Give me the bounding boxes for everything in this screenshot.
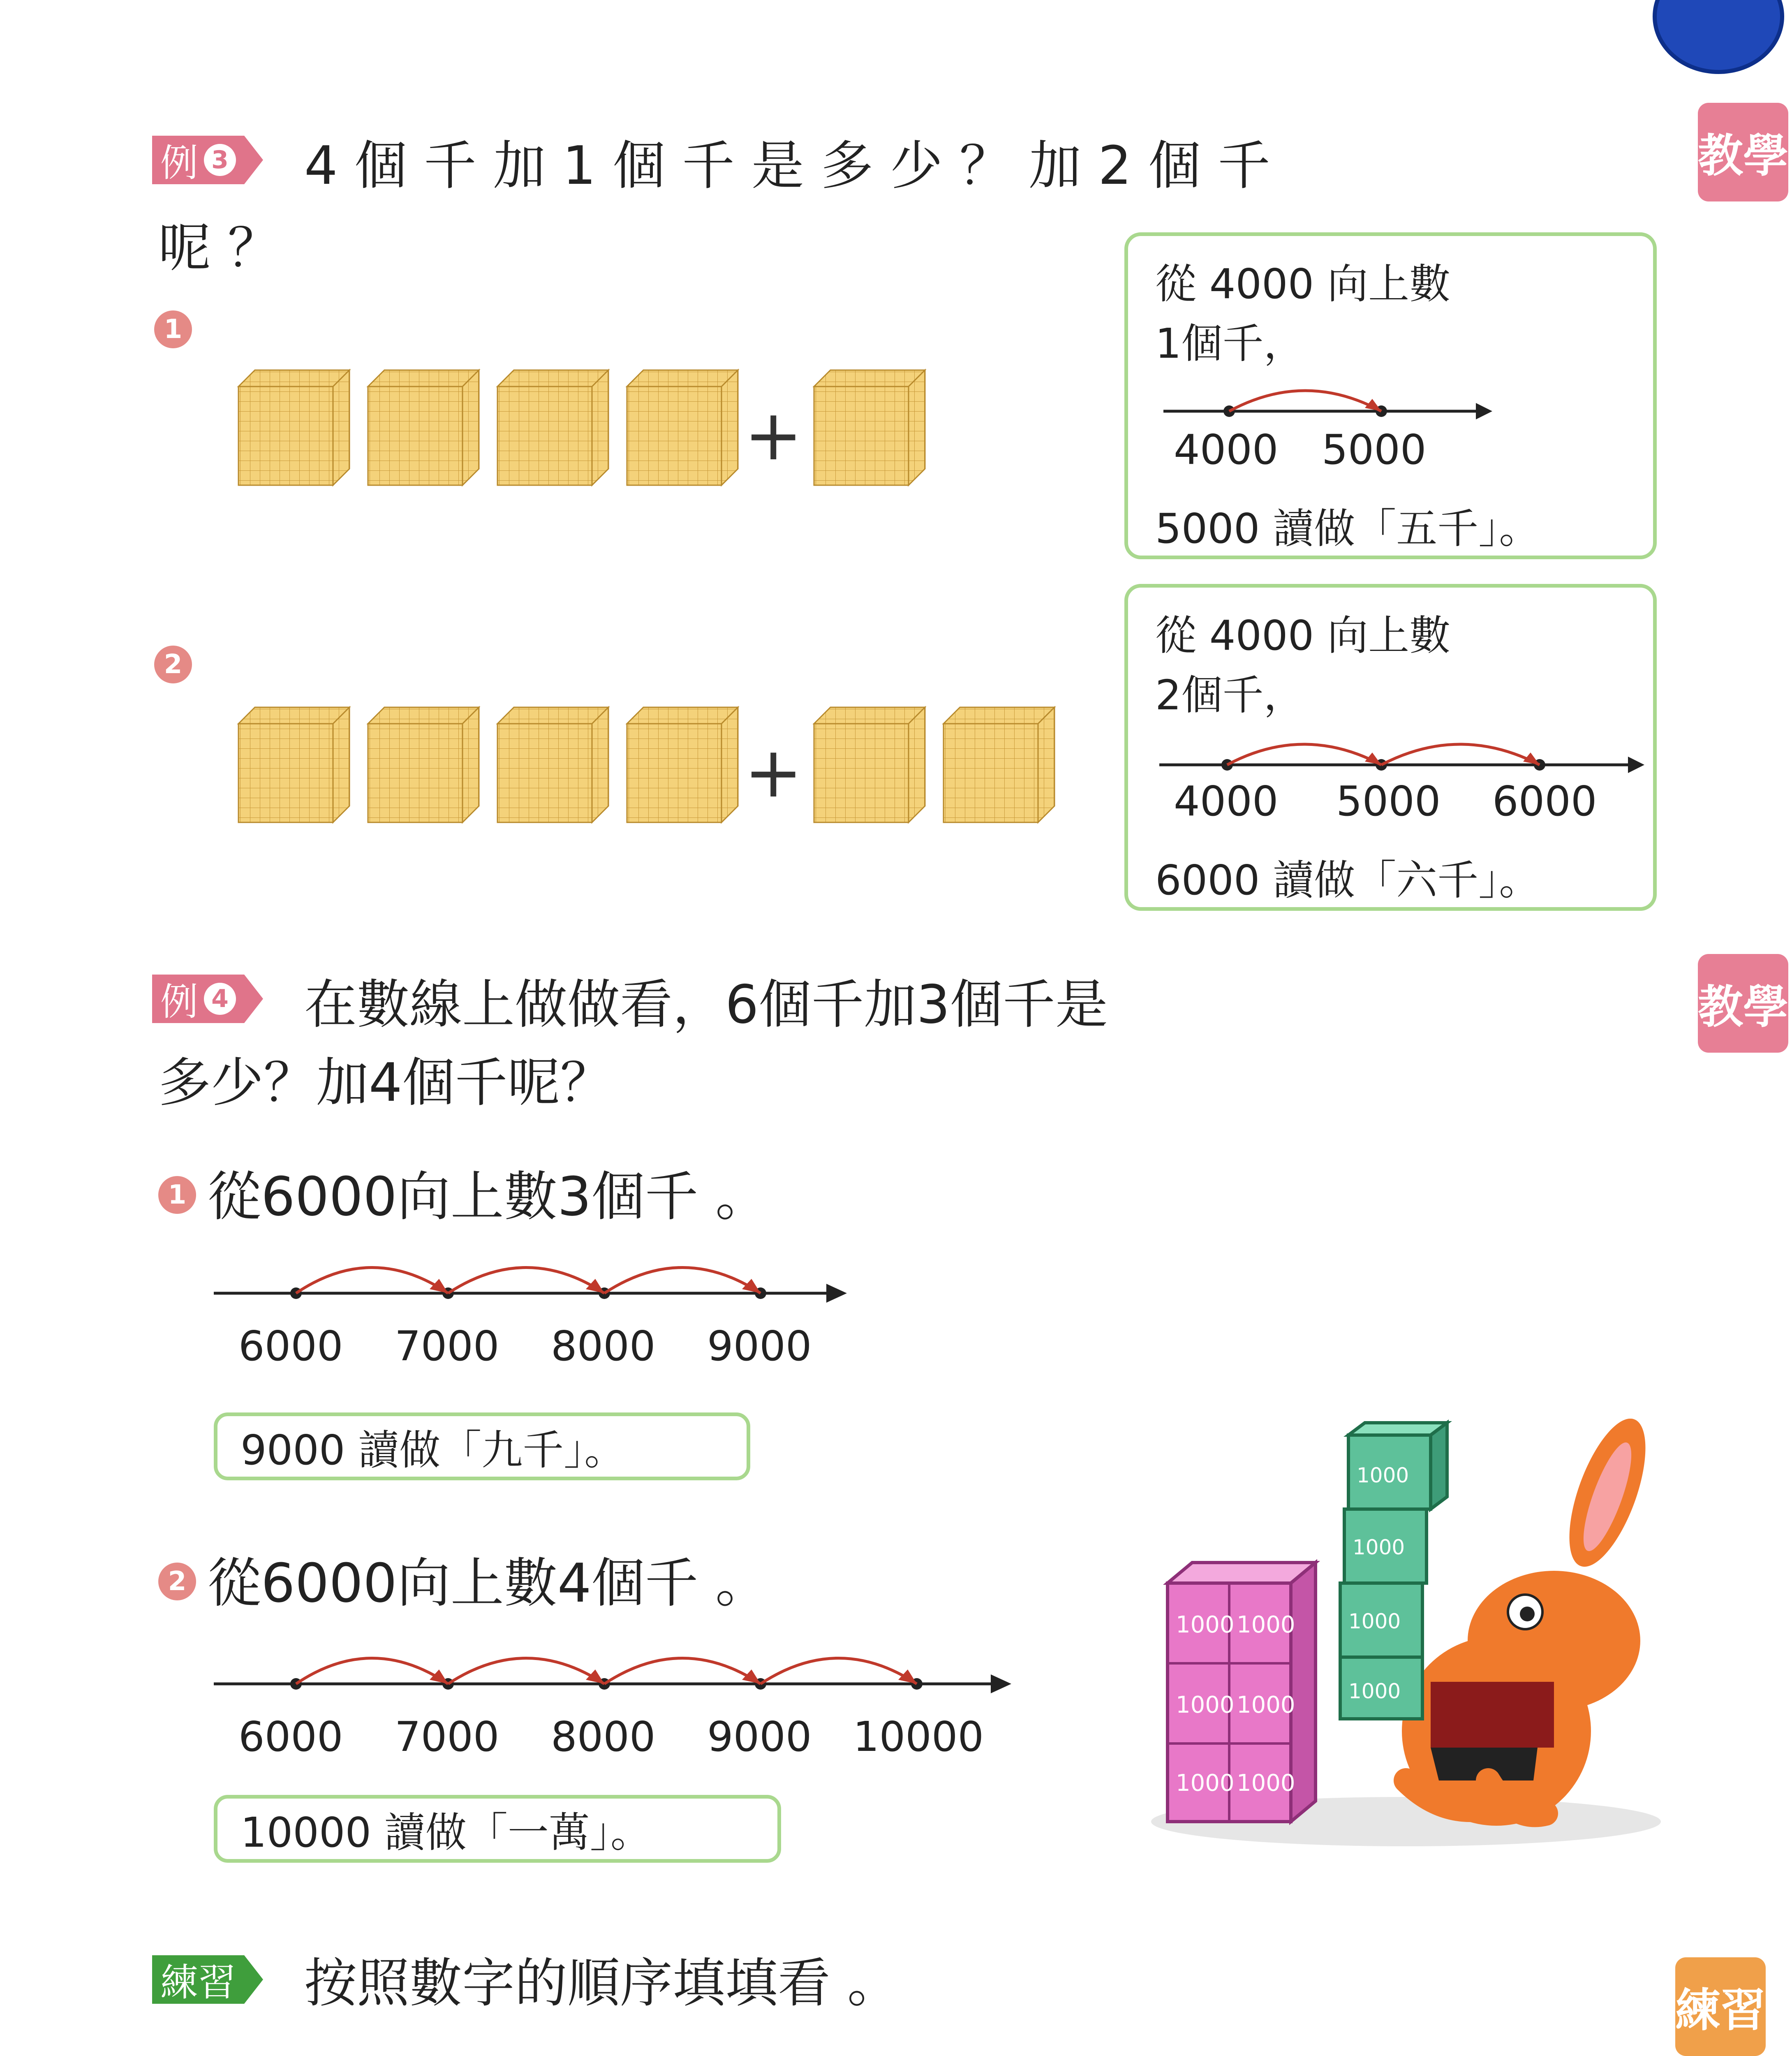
box2-label-5000: 5000 — [1336, 777, 1441, 825]
side-tab-teach-2[interactable]: 教學 — [1698, 954, 1788, 1053]
cube-label: 1000 — [1176, 1692, 1235, 1718]
p1-label-8000: 8000 — [551, 1322, 656, 1370]
box2-label-4000: 4000 — [1174, 777, 1279, 825]
cube-label: 1000 — [1176, 1770, 1235, 1797]
cube-5 — [814, 370, 925, 485]
cube-label: 1000 — [1357, 1463, 1409, 1487]
help-icon[interactable] — [1653, 0, 1784, 74]
example-3-marker-1: 1 — [154, 310, 192, 348]
box1-label-4000: 4000 — [1174, 426, 1279, 474]
example-4-note-1: 9000 讀做「九千」。 — [214, 1412, 750, 1480]
info-box-1-line1: 從 4000 向上數 — [1155, 260, 1451, 308]
example-4-part1-text: 從6000向上數3個千 。 — [208, 1165, 769, 1228]
cube-label: 1000 — [1237, 1611, 1295, 1638]
cube-label: 1000 — [1237, 1692, 1295, 1718]
example-3-question-line1: 4 個 千 加 1 個 千 是 多 少 ？ 加 2 個 千 — [304, 135, 1270, 197]
side-tab-practice[interactable]: 練習 — [1675, 1957, 1766, 2056]
cube-label: 1000 — [1348, 1679, 1401, 1703]
p2-label-7000: 7000 — [395, 1713, 499, 1761]
p1-label-9000: 9000 — [707, 1322, 812, 1370]
rabbit-illustration — [1143, 1419, 1673, 1855]
p2-label-8000: 8000 — [551, 1713, 656, 1761]
number-line-part-1 — [214, 1246, 855, 1308]
thousand-cubes-row-1 — [230, 362, 1135, 502]
plus-sign-1: + — [744, 395, 803, 476]
example-4-question-line2: 多少？加4個千呢？ — [158, 1052, 613, 1114]
cube-label: 1000 — [1348, 1609, 1401, 1633]
example-3-marker-2: 2 — [154, 646, 192, 683]
info-box-1-line3: 5000 讀做「五千」。 — [1155, 505, 1540, 553]
cube-1 — [238, 370, 349, 485]
p2-label-10000: 10000 — [853, 1713, 984, 1761]
plus-sign-2: + — [744, 732, 803, 813]
example-tag-label: 例 — [160, 980, 199, 1024]
cube-4 — [627, 370, 738, 485]
thousand-cubes-row-2 — [230, 699, 1135, 839]
info-box-2-line1: 從 4000 向上數 — [1155, 611, 1451, 660]
info-box-1-line2: 1個千， — [1155, 320, 1305, 368]
example-4-tag — [152, 975, 263, 1023]
example-3-tag — [152, 136, 263, 184]
cube-3 — [497, 370, 608, 485]
side-tab-teach[interactable]: 教學 — [1698, 103, 1788, 201]
practice-tag-label: 練習 — [152, 1955, 244, 2004]
example-tag-number: 4 — [204, 983, 236, 1015]
p1-label-6000: 6000 — [238, 1322, 343, 1370]
box2-label-6000: 6000 — [1492, 777, 1597, 825]
info-box-2-line2: 2個千， — [1155, 671, 1305, 719]
example-4-part2-text: 從6000向上數4個千 。 — [208, 1552, 769, 1614]
example-4-marker-2: 2 — [158, 1563, 196, 1600]
example-4-question-line1: 在數線上做做看，6個千加3個千是 — [304, 974, 1108, 1035]
example-4-note-2: 10000 讀做「一萬」。 — [214, 1795, 781, 1863]
cube-label: 1000 — [1237, 1770, 1295, 1797]
example-tag-label: 例 — [160, 141, 199, 185]
number-line-box-2 — [1159, 728, 1653, 777]
practice-instruction: 按照數字的順序填填看 。 — [304, 1953, 900, 2014]
p2-label-9000: 9000 — [707, 1713, 812, 1761]
cube-label: 1000 — [1353, 1535, 1405, 1559]
example-4-marker-1: 1 — [158, 1176, 196, 1214]
box1-label-5000: 5000 — [1322, 426, 1427, 474]
info-box-2-line3: 6000 讀做「六千」。 — [1155, 856, 1540, 904]
p2-label-6000: 6000 — [238, 1713, 343, 1761]
number-line-box-1 — [1163, 374, 1501, 424]
cube-label: 1000 — [1176, 1611, 1235, 1638]
practice-tag — [152, 1955, 263, 2004]
p1-label-7000: 7000 — [395, 1322, 499, 1370]
cube-2 — [368, 370, 479, 485]
example-3-question-line2: 呢 ？ — [158, 218, 280, 279]
example-tag-number: 3 — [204, 144, 236, 176]
number-line-part-2 — [214, 1637, 1020, 1698]
